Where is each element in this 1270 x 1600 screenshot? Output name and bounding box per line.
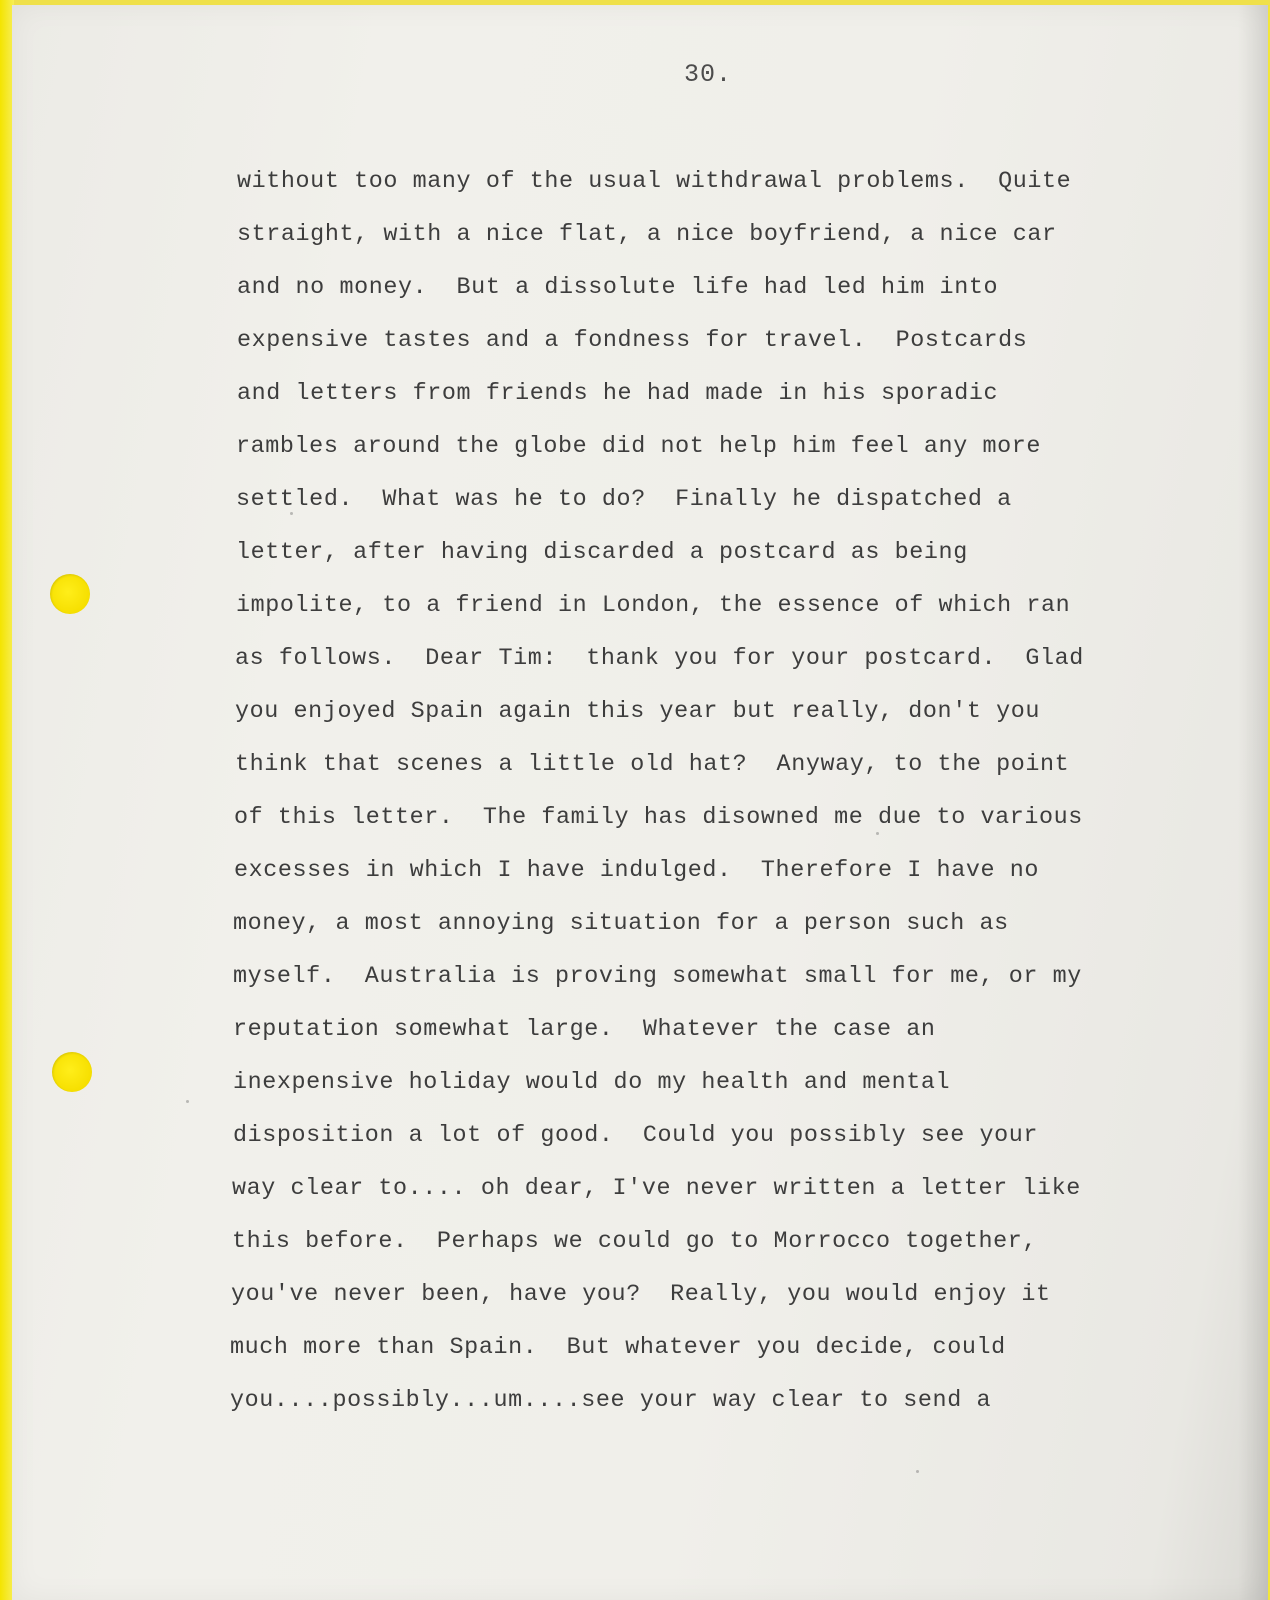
text-line: think that scenes a little old hat? Anyway, to the point [235, 752, 1070, 778]
page-number: 30. [684, 60, 733, 89]
paper-speck [916, 1470, 919, 1473]
text-line: expensive tastes and a fondness for travel. Postcards [237, 328, 1028, 354]
text-line: excesses in which I have indulged. Therefore I have no [234, 858, 1040, 884]
text-line: money, a most annoying situation for a person such as [233, 911, 1009, 937]
text-line: myself. Australia is proving somewhat small for me, or my [233, 964, 1082, 990]
punch-hole-lower [52, 1052, 92, 1092]
text-line: you've never been, have you? Really, you would enjoy it [231, 1282, 1051, 1308]
paper-speck [186, 1100, 189, 1103]
text-line: you enjoyed Spain again this year but really, don't you [235, 699, 1041, 725]
text-line: and no money. But a dissolute life had led him into [237, 275, 999, 301]
text-line: straight, with a nice flat, a nice boyfriend, a nice car [237, 222, 1057, 248]
text-line: letter, after having discarded a postcard as being [236, 540, 968, 566]
text-line: settled. What was he to do? Finally he dispatched a [236, 487, 1012, 513]
text-line: you....possibly...um....see your way clear to send a [230, 1388, 992, 1414]
page-curl-shadow [1238, 5, 1268, 1600]
body-text [230, 165, 1193, 1437]
text-line: impolite, to a friend in London, the essence of which ran [236, 593, 1071, 619]
text-line: inexpensive holiday would do my health and mental [233, 1070, 951, 1096]
text-line: without too many of the usual withdrawal problems. Quite [237, 169, 1072, 195]
text-line: this before. Perhaps we could go to Morrocco together, [232, 1229, 1038, 1255]
text-line: disposition a lot of good. Could you possibly see your [233, 1123, 1039, 1149]
text-line: rambles around the globe did not help him feel any more [236, 434, 1042, 460]
text-line: reputation somewhat large. Whatever the case an [233, 1017, 936, 1043]
text-line: much more than Spain. But whatever you decide, could [230, 1335, 1006, 1361]
text-line: as follows. Dear Tim: thank you for your postcard. Glad [235, 646, 1084, 672]
text-line: way clear to.... oh dear, I've never written a letter like [232, 1176, 1081, 1202]
text-line: and letters from friends he had made in his sporadic [237, 381, 999, 407]
text-line: of this letter. The family has disowned me due to various [234, 805, 1083, 831]
punch-hole-upper [50, 574, 90, 614]
